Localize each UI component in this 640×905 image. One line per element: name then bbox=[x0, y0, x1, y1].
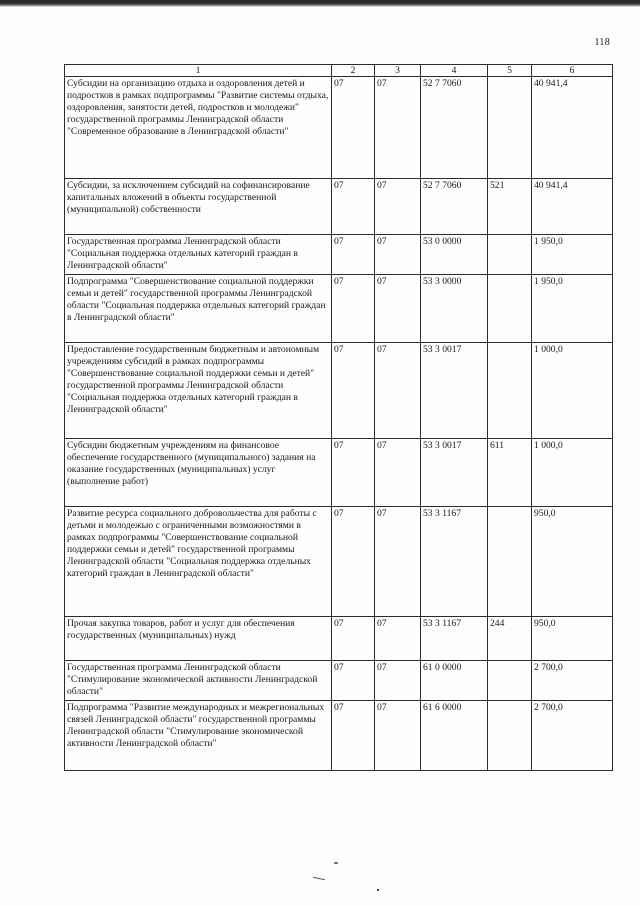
header-col-2: 2 bbox=[332, 65, 375, 77]
row-expense-type bbox=[488, 343, 532, 439]
row-target-code: 53 3 1167 bbox=[421, 617, 488, 661]
row-amount: 1 950,0 bbox=[532, 235, 613, 275]
row-subsection: 07 bbox=[375, 77, 421, 179]
header-col-1: 1 bbox=[65, 65, 332, 77]
row-name: Субсидии на организацию отдыха и оздоровления детей и подростков в рамках подпрограммы "Развитие системы отдыха, оздоровления, занятости детей, подростков и молодежи" государственной программы Ленинградской области "Современное образование в Ленинградской области" bbox=[65, 77, 332, 179]
row-expense-type: 611 bbox=[488, 439, 532, 507]
header-col-5: 5 bbox=[488, 65, 532, 77]
row-name: Прочая закупка товаров, работ и услуг для обеспечения государственных (муниципальных) нужд bbox=[65, 617, 332, 661]
row-subsection: 07 bbox=[375, 235, 421, 275]
header-col-3: 3 bbox=[375, 65, 421, 77]
table-row bbox=[65, 275, 613, 343]
header-col-4: 4 bbox=[421, 65, 488, 77]
row-name: Субсидии бюджетным учреждениям на финансовое обеспечение государственного (муниципального) задания на оказание государственных (муниципальных) услуг (выполнение работ) bbox=[65, 439, 332, 507]
row-subsection: 07 bbox=[375, 343, 421, 439]
row-expense-type bbox=[488, 701, 532, 771]
table-row bbox=[65, 235, 613, 275]
table-row bbox=[65, 343, 613, 439]
row-target-code: 52 7 7060 bbox=[421, 77, 488, 179]
row-name: Подпрограмма "Развитие международных и межрегиональных связей Ленинградской области" государственной программы Ленинградской области "Стимулирование экономической активности Ленинградской области" bbox=[65, 701, 332, 771]
row-subsection: 07 bbox=[375, 275, 421, 343]
row-target-code: 53 3 0017 bbox=[421, 439, 488, 507]
scan-speck bbox=[377, 889, 379, 891]
row-expense-type: 244 bbox=[488, 617, 532, 661]
row-section: 07 bbox=[332, 77, 375, 179]
row-amount: 1 950,0 bbox=[532, 275, 613, 343]
header-col-6: 6 bbox=[532, 65, 613, 77]
row-expense-type bbox=[488, 661, 532, 701]
row-amount: 1 000,0 bbox=[532, 343, 613, 439]
row-amount: 950,0 bbox=[532, 507, 613, 617]
row-expense-type bbox=[488, 235, 532, 275]
table-row bbox=[65, 507, 613, 617]
row-subsection: 07 bbox=[375, 439, 421, 507]
row-expense-type: 521 bbox=[488, 179, 532, 235]
row-section: 07 bbox=[332, 507, 375, 617]
row-name: Государственная программа Ленинградской области "Социальная поддержка отдельных категорий граждан в Ленинградской области" bbox=[65, 235, 332, 275]
row-amount: 950,0 bbox=[532, 617, 613, 661]
row-target-code: 52 7 7060 bbox=[421, 179, 488, 235]
row-target-code: 61 6 0000 bbox=[421, 701, 488, 771]
row-section: 07 bbox=[332, 439, 375, 507]
row-target-code: 53 3 0000 bbox=[421, 275, 488, 343]
table-row bbox=[65, 661, 613, 701]
row-expense-type bbox=[488, 77, 532, 179]
budget-table bbox=[64, 64, 613, 771]
row-expense-type bbox=[488, 507, 532, 617]
table-row bbox=[65, 179, 613, 235]
row-amount: 2 700,0 bbox=[532, 661, 613, 701]
scan-top-edge bbox=[0, 0, 640, 7]
row-section: 07 bbox=[332, 179, 375, 235]
row-amount: 1 000,0 bbox=[532, 439, 613, 507]
table-row bbox=[65, 77, 613, 179]
row-subsection: 07 bbox=[375, 617, 421, 661]
row-name: Государственная программа Ленинградской области "Стимулирование экономической активности Ленинградской области" bbox=[65, 661, 332, 701]
row-section: 07 bbox=[332, 617, 375, 661]
row-section: 07 bbox=[332, 275, 375, 343]
row-name: Предоставление государственным бюджетным и автономным учреждениям субсидий в рамках подпрограммы "Совершенствование социальной поддержки семьи и детей" государственной программы Ленинградской области "Социальная поддержка отдельных категорий граждан в Ленинградской области" bbox=[65, 343, 332, 439]
scan-speck bbox=[313, 877, 325, 880]
row-section: 07 bbox=[332, 343, 375, 439]
row-target-code: 53 3 0017 bbox=[421, 343, 488, 439]
row-amount: 2 700,0 bbox=[532, 701, 613, 771]
table-row bbox=[65, 439, 613, 507]
row-name: Развитие ресурса социального добровольчества для работы с детьми и молодежью с ограниченными возможностями в рамках подпрограммы "Совершенствование социальной поддержки семьи и детей" государственной программы Ленинградской области "Социальная поддержка отдельных категорий граждан в Ленинградской области" bbox=[65, 507, 332, 617]
row-target-code: 61 0 0000 bbox=[421, 661, 488, 701]
row-amount: 40 941,4 bbox=[532, 77, 613, 179]
row-subsection: 07 bbox=[375, 701, 421, 771]
row-section: 07 bbox=[332, 235, 375, 275]
row-subsection: 07 bbox=[375, 661, 421, 701]
page-number: 118 bbox=[594, 37, 610, 48]
row-name: Подпрограмма "Совершенствование социальной поддержки семьи и детей" государственной программы Ленинградской области "Социальная поддержка отдельных категорий граждан в Ленинградской области" bbox=[65, 275, 332, 343]
scan-speck bbox=[334, 862, 338, 864]
row-amount: 40 941,4 bbox=[532, 179, 613, 235]
row-section: 07 bbox=[332, 661, 375, 701]
row-section: 07 bbox=[332, 701, 375, 771]
table-row bbox=[65, 617, 613, 661]
row-name: Субсидии, за исключением субсидий на софинансирование капитальных вложений в объекты государственной (муниципальной) собственности bbox=[65, 179, 332, 235]
row-target-code: 53 3 1167 bbox=[421, 507, 488, 617]
row-subsection: 07 bbox=[375, 507, 421, 617]
table-header-row bbox=[65, 65, 613, 77]
row-target-code: 53 0 0000 bbox=[421, 235, 488, 275]
row-subsection: 07 bbox=[375, 179, 421, 235]
row-expense-type bbox=[488, 275, 532, 343]
table-row bbox=[65, 701, 613, 771]
